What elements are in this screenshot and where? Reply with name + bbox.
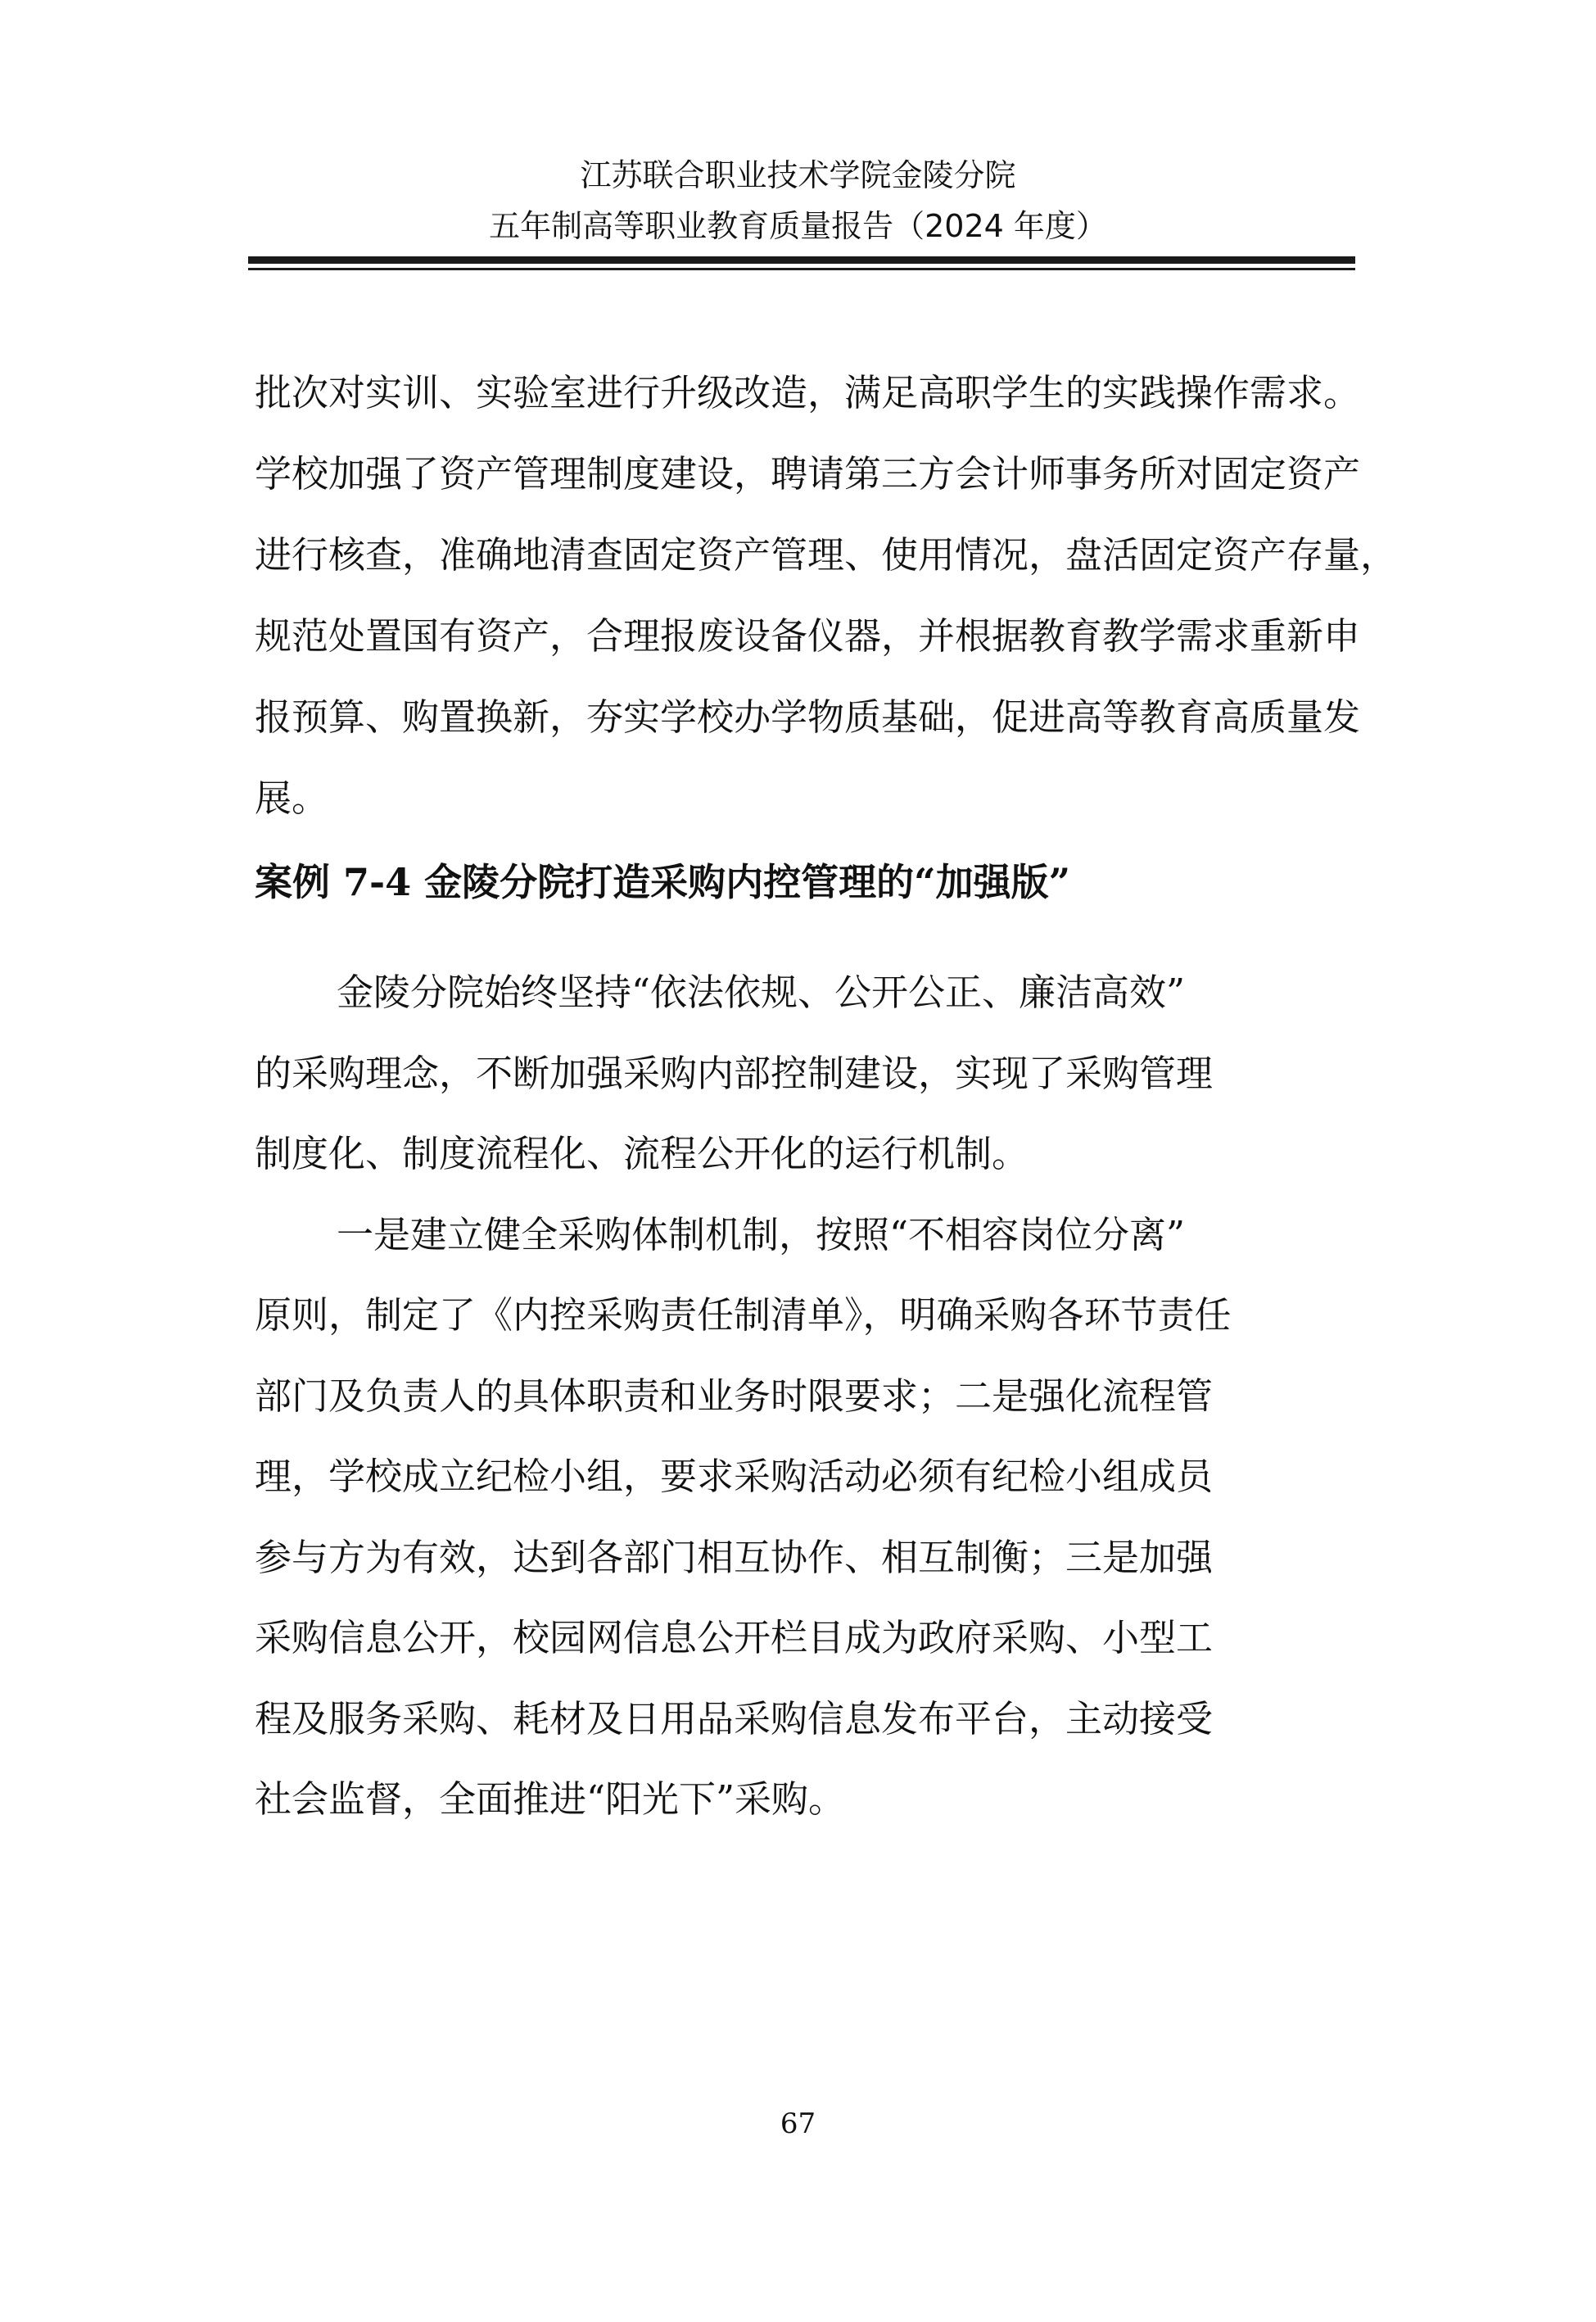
case-line: 部门及负责人的具体职责和业务时限要求；二是强化流程管 xyxy=(255,1374,1214,1418)
body-line: 进行核查，准确地清查固定资产管理、使用情况，盘活固定资产存量， xyxy=(255,533,1398,577)
case-line: 原则，制定了《内控采购责任制清单》，明确采购各环节责任 xyxy=(255,1293,1232,1337)
case-line: 制度化、制度流程化、流程公开化的运行机制。 xyxy=(255,1132,1029,1175)
case-line: 参与方为有效，达到各部门相互协作、相互制衡；三是加强 xyxy=(255,1535,1214,1579)
case-heading: 案例 7-4 金陵分院打造采购内控管理的“加强版” xyxy=(255,860,1071,904)
header-report-title: 五年制高等职业教育质量报告（2024 年度） xyxy=(489,208,1107,244)
case-line: 采购信息公开，校园网信息公开栏目成为政府采购、小型工 xyxy=(255,1616,1214,1659)
body-line: 规范处置国有资产，合理报废设备仪器，并根据教育教学需求重新申 xyxy=(255,614,1361,658)
body-line: 报预算、购置换新，夯实学校办学物质基础，促进高等教育高质量发 xyxy=(255,695,1361,739)
body-line: 批次对实训、实验室进行升级改造，满足高职学生的实践操作需求。 xyxy=(255,371,1361,414)
body-line: 展。 xyxy=(255,776,329,820)
case-line: 的采购理念，不断加强采购内部控制建设，实现了采购管理 xyxy=(255,1051,1214,1095)
case-line: 程及服务采购、耗材及日用品采购信息发布平台，主动接受 xyxy=(255,1696,1214,1740)
header-rule-thin xyxy=(248,268,1355,270)
case-body xyxy=(255,953,1368,1840)
header-institution: 江苏联合职业技术学院金陵分院 xyxy=(580,157,1016,193)
case-line: 一是建立健全采购体制机制，按照“不相容岗位分离” xyxy=(337,1212,1186,1256)
case-line: 金陵分院始终坚持“依法依规、公开公正、廉洁高效” xyxy=(337,971,1186,1014)
case-line: 社会监督，全面推进“阳光下”采购。 xyxy=(255,1777,846,1821)
header-rule-thick xyxy=(248,256,1355,264)
case-line: 理，学校成立纪检小组，要求采购活动必须有纪检小组成员 xyxy=(255,1455,1214,1498)
body-line: 学校加强了资产管理制度建设，聘请第三方会计师事务所对固定资产 xyxy=(255,452,1361,496)
body-paragraph xyxy=(255,352,1398,839)
page-number: 67 xyxy=(780,2107,816,2140)
